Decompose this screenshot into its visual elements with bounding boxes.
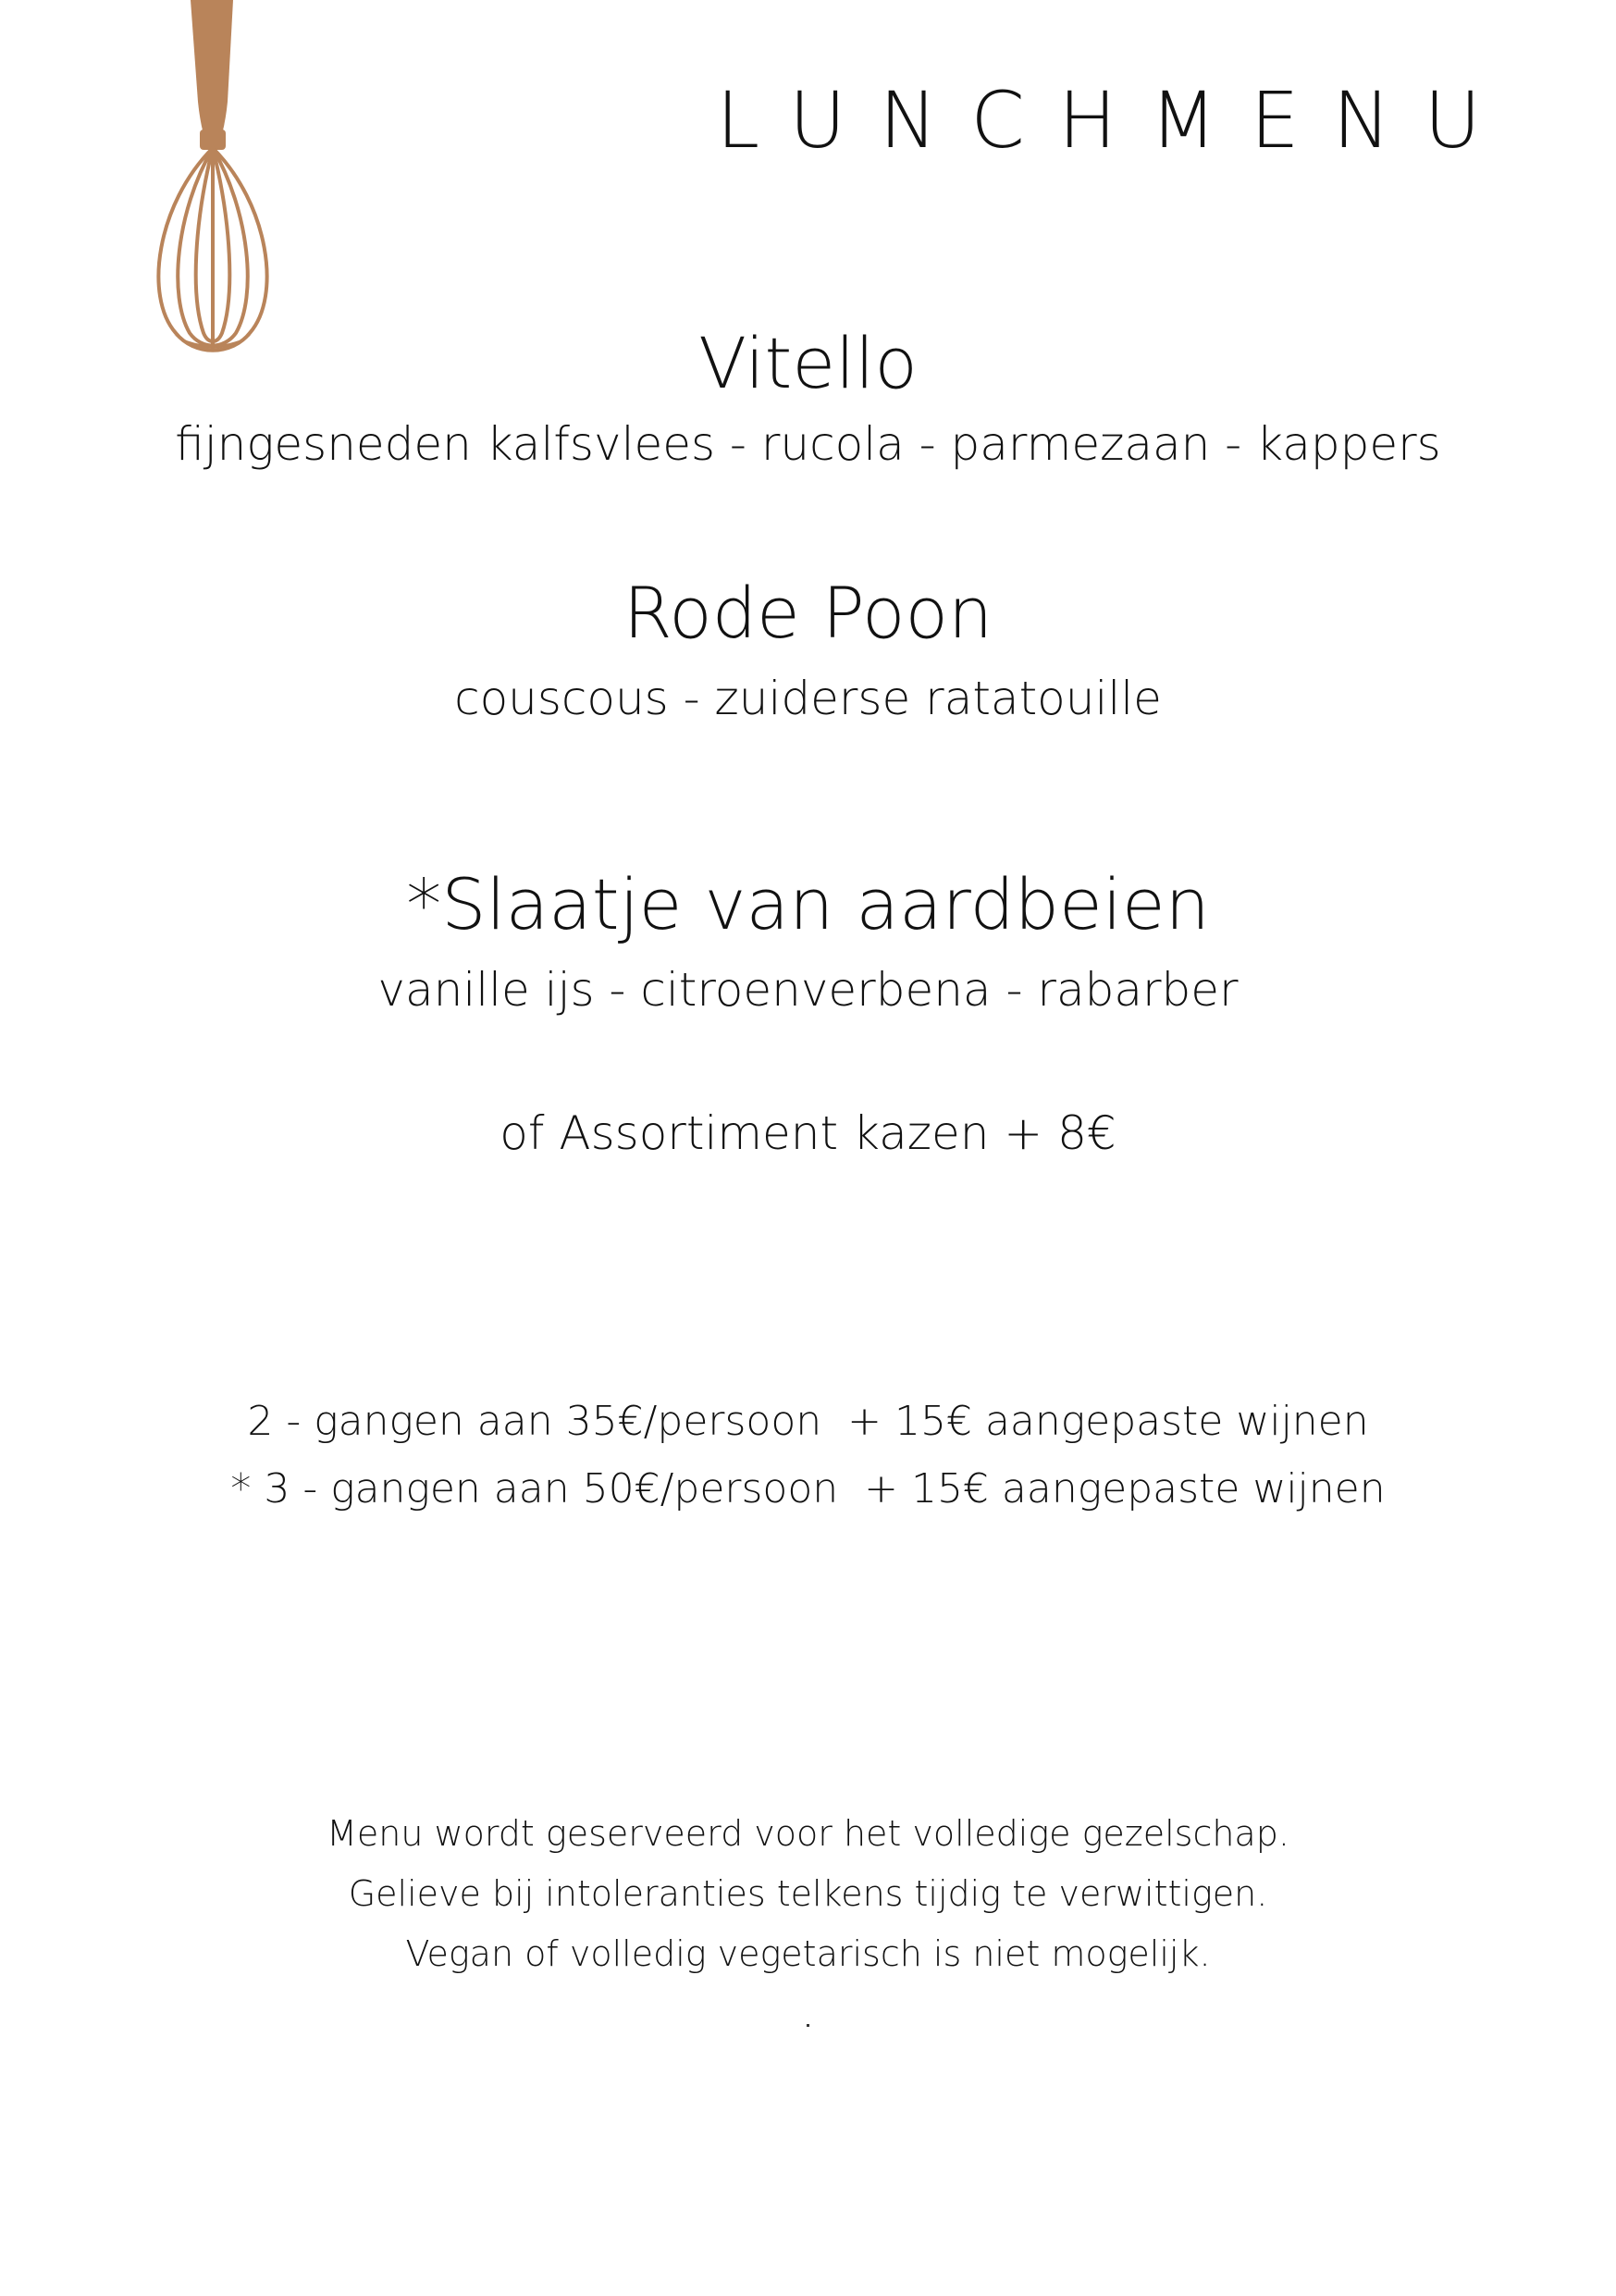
dish-1-name: Vitello — [698, 322, 918, 404]
dish-3-description: vanille ijs - citroenverbena - rabarber — [377, 963, 1239, 1017]
note-intolerances: Gelieve bij intoleranties telkens tijdig te verwittigen. — [348, 1873, 1268, 1914]
dish-3-name: *Slaatje van aardbeien — [406, 863, 1210, 945]
price-two-courses: 2 - gangen aan 35€/persoon + 15€ aangepaste wijnen — [247, 1398, 1369, 1445]
decorative-dot — [807, 2024, 809, 2027]
note-vegan: Vegan of volledig vegetarisch is niet mogelijk. — [405, 1933, 1211, 1974]
dish-2-name: Rode Poon — [623, 572, 993, 654]
dish-1-description: fijngesneden kalfsvlees - rucola - parmezaan - kappers — [175, 417, 1441, 471]
whisk-icon — [148, 0, 278, 356]
dish-2-description: couscous - zuiderse ratatouille — [454, 672, 1162, 725]
note-full-party: Menu wordt geserveerd voor het volledige gezelschap. — [327, 1813, 1289, 1854]
menu-title: LUNCHMENU — [716, 75, 1514, 166]
cheese-alternative: of Assortiment kazen + 8€ — [500, 1106, 1116, 1160]
price-three-courses: * 3 - gangen aan 50€/persoon + 15€ aangepaste wijnen — [230, 1465, 1386, 1512]
